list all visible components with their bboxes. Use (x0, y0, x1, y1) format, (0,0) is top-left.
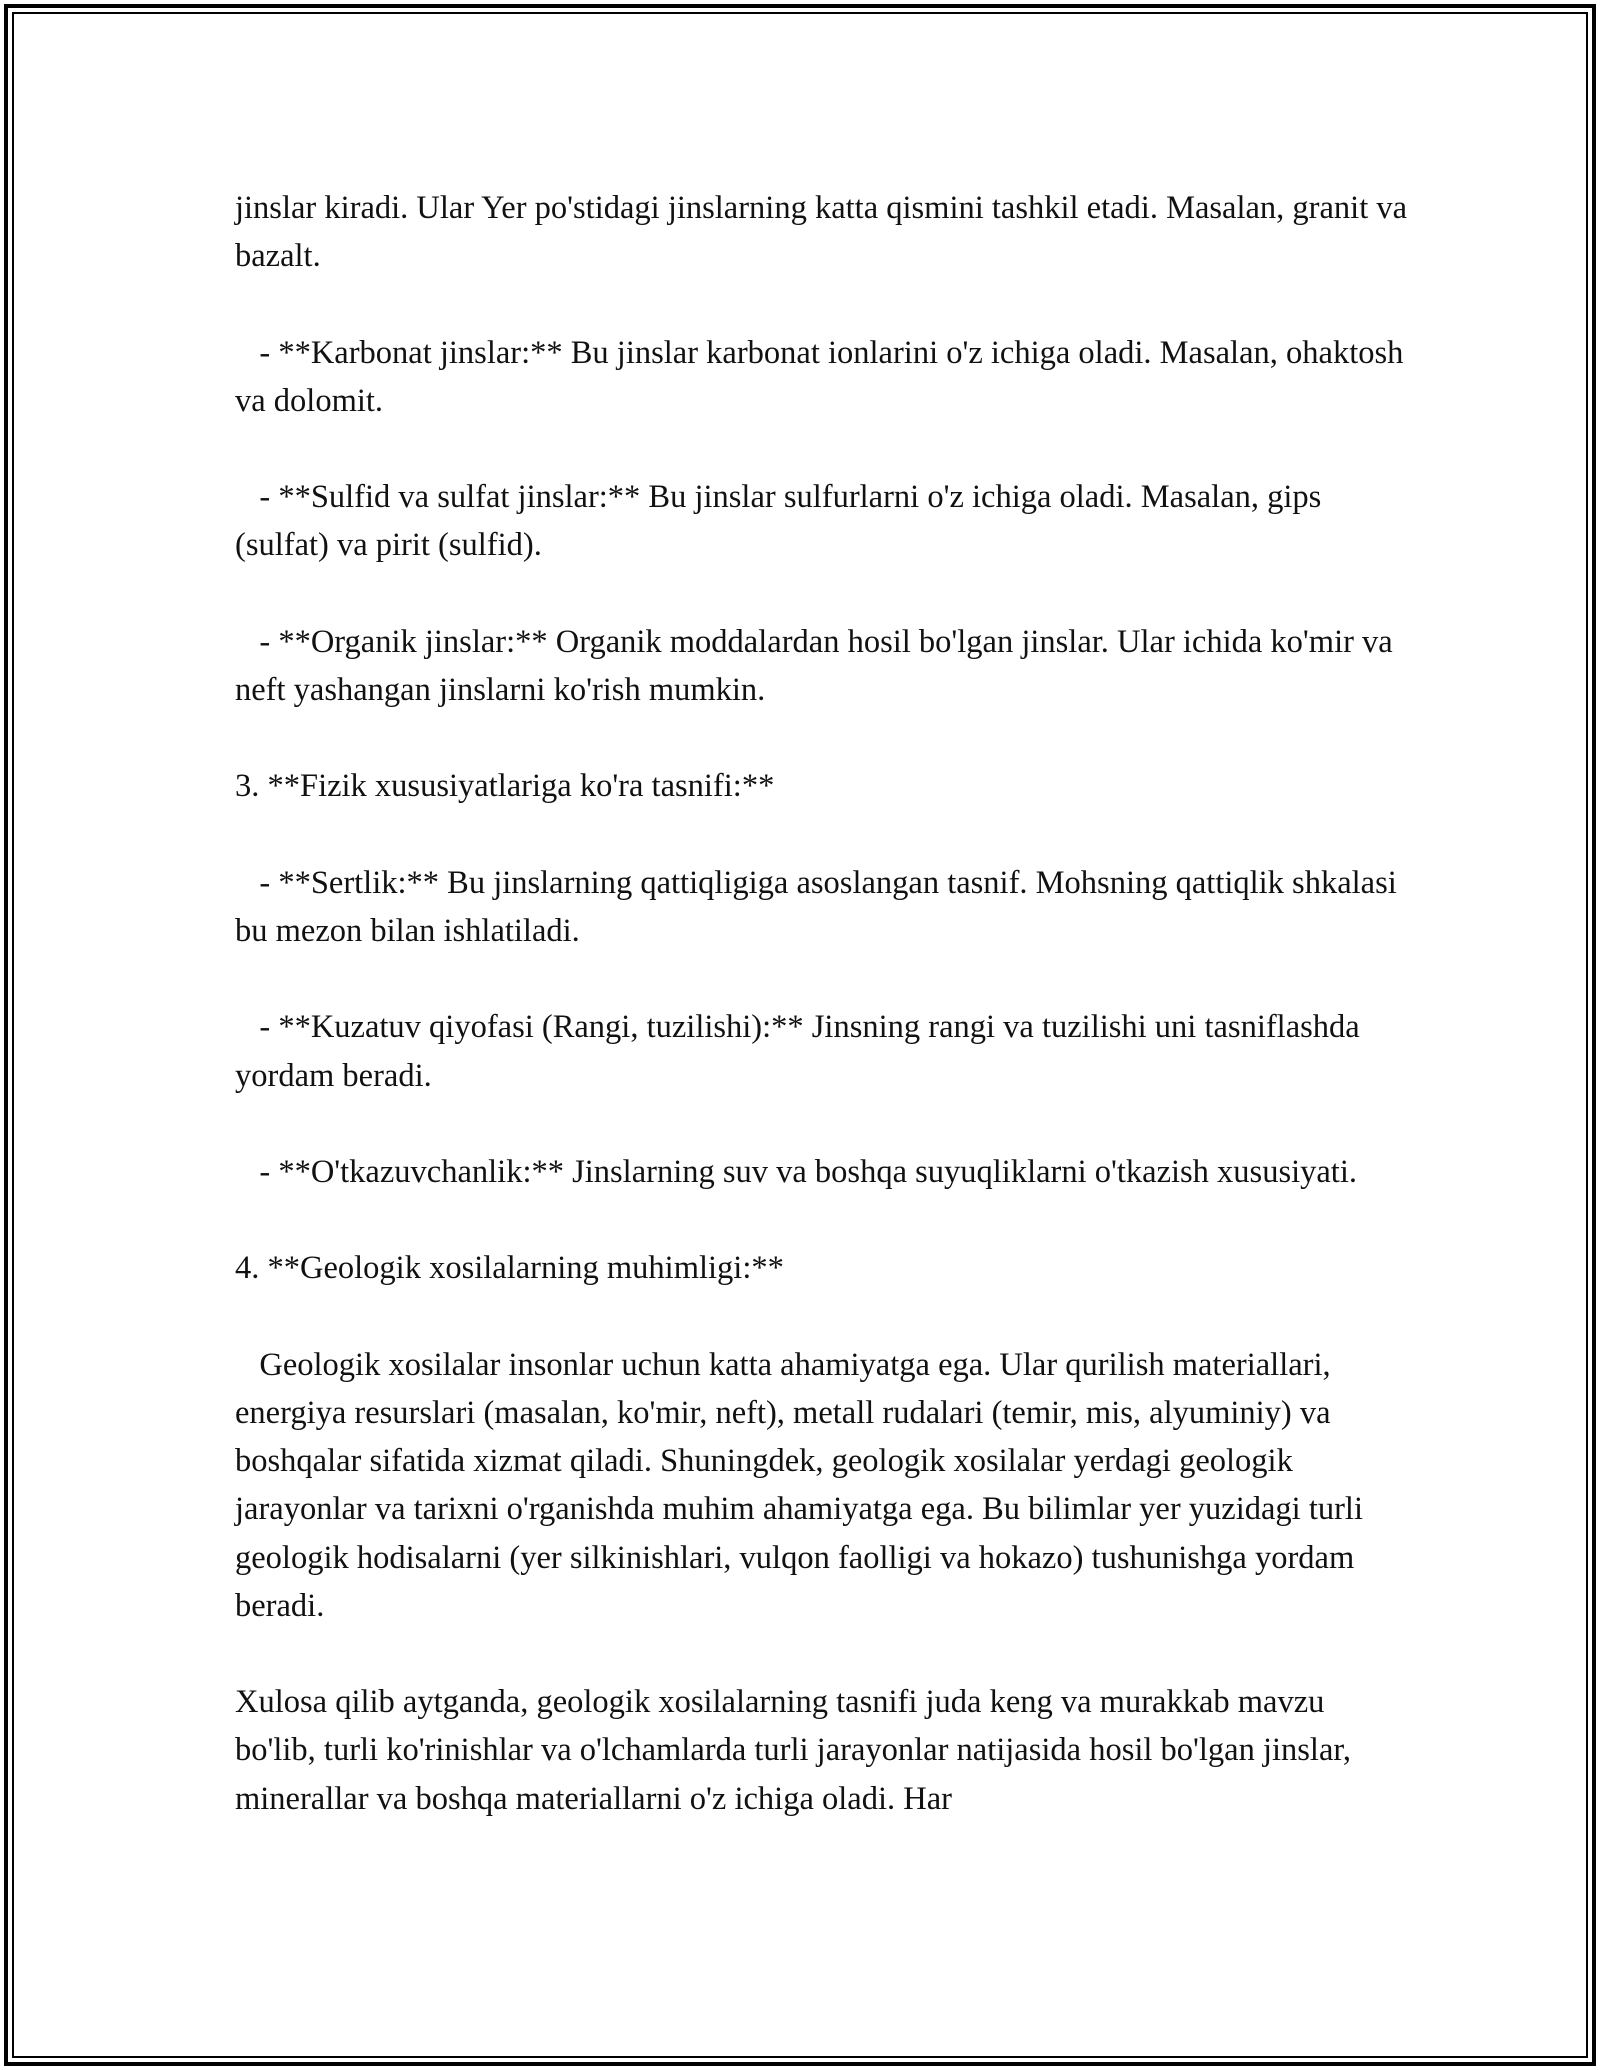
heading-importance: 4. **Geologik xosilalarning muhimligi:** (235, 1250, 784, 1287)
paragraph-carbonate-rocks: - **Karbonat jinslar:** Bu jinslar karbonat ionlarini o'z ichiga oladi. Masalan, ohaktosh va dolomit. (235, 334, 1412, 419)
paragraph-permeability: - **O'tkazuvchanlik:** Jinslarning suv va boshqa suyuqliklarni o'tkazish xususiyati. (235, 1153, 1357, 1190)
paragraph-importance-body: Geologik xosilalar insonlar uchun katta ahamiyatga ega. Ular qurilish materiallari, energiya resurslari (masalan, ko'mir, neft), metall rudalari (temir, mis, alyuminiy) va boshqalar sifatida xizmat qiladi. Shuningdek, geologik xosilalar yerdagi geologik jarayonlar va tarixni o'rganishda muhim ahamiyatga ega. Bu bilimlar yer yuzidagi turli geologik hodisalarni (yer silkinishlari, vulqon faolligi va hokazo) tushunishga yordam beradi. (235, 1346, 1372, 1624)
heading-physical-properties: 3. **Fizik xususiyatlariga ko'ra tasnifi:** (235, 768, 775, 805)
paragraph-organic-rocks: - **Organik jinslar:** Organik moddalardan hosil bo'lgan jinslar. Ular ichida ko'mir va neft yashangan jinslarni ko'rish mumkin. (235, 623, 1401, 708)
paragraph-sulfide-sulfate-rocks: - **Sulfid va sulfat jinslar:** Bu jinslar sulfurlarni o'z ichiga oladi. Masalan, gips (sulfat) va pirit (sulfid). (235, 479, 1330, 564)
paragraph-conclusion: Xulosa qilib aytganda, geologik xosilalarning tasnifi juda keng va murakkab mavzu bo'lib, turli ko'rinishlar va o'lchamlarda turli jarayonlar natijasida hosil bo'lgan jinslar, minerallar va boshqa materiallarni o'z ichiga oladi. Har (235, 1684, 1360, 1817)
paragraph-hardness: - **Sertlik:** Bu jinslarning qattiqligiga asoslangan tasnif. Mohsning qattiqlik shkalasi bu mezon bilan ishlatiladi. (235, 864, 1405, 949)
paragraph-appearance: - **Kuzatuv qiyofasi (Rangi, tuzilishi):** Jinsning rangi va tuzilishi uni tasniflashda yordam beradi. (235, 1009, 1368, 1094)
paragraph-igneous-continuation: jinslar kiradi. Ular Yer po'stidagi jinslarning katta qismini tashkil etadi. Masalan, granit va bazalt. (235, 190, 1416, 275)
document-body (235, 184, 1416, 1823)
